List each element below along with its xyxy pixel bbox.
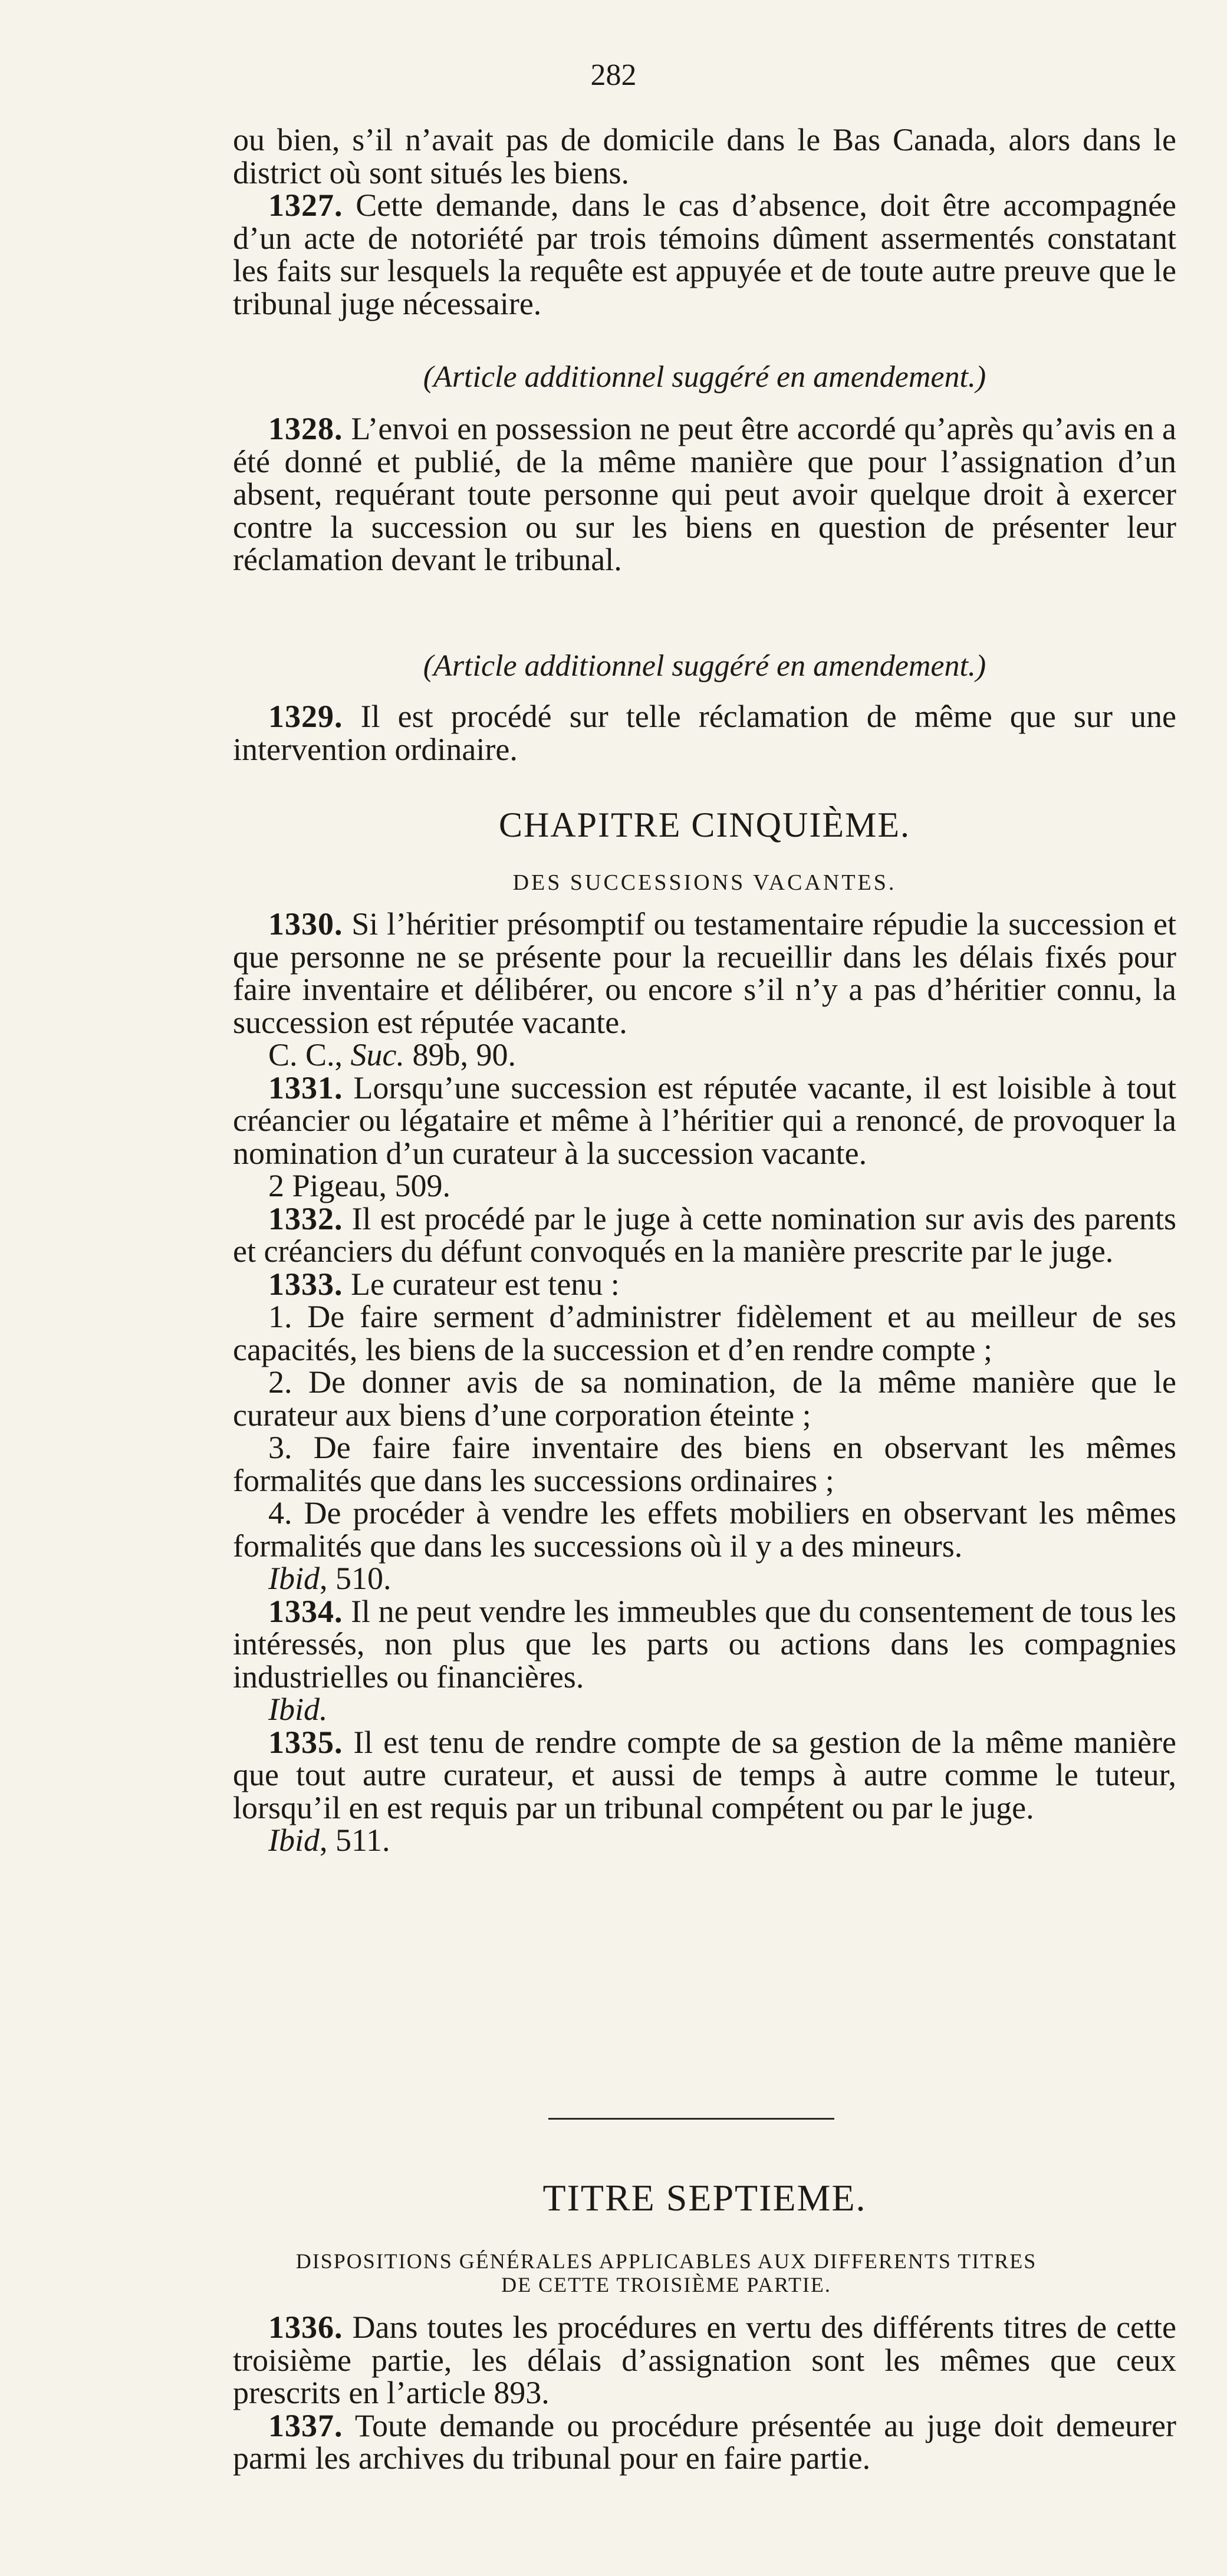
article-1337 (233, 2407, 1176, 2476)
titre-heading (233, 2177, 1176, 2219)
list-item: 2. De donner avis de sa nomination, de la même manière que le curateur aux biens d’une corporation éteinte ; (233, 1364, 1176, 1433)
titre-body (233, 2311, 1176, 2475)
amendment-note: (Article additionnel suggéré en amendement.) (423, 360, 986, 394)
chapter-subtitle: DES SUCCESSIONS VACANTES. (512, 870, 897, 895)
article-number: 1327. (268, 187, 343, 223)
article-text: Le curateur est tenu : (343, 1266, 620, 1302)
reference-1331: 2 Pigeau, 509. (268, 1168, 450, 1203)
chapter-body (233, 908, 1176, 1857)
article-text: Dans toutes les procédures en vertu des différents titres de cette troisième partie, les délais d’assignation sont les mêmes que ceux prescrits en l’article 893. (233, 2309, 1176, 2410)
amendment-note: (Article additionnel suggéré en amendement.) (423, 649, 986, 683)
article-number: 1335. (268, 1724, 343, 1760)
article-1331 (233, 1072, 1176, 1170)
article-number: 1333. (268, 1266, 343, 1302)
article-1334 (233, 1595, 1176, 1694)
article-1328 (233, 413, 1176, 577)
article-text: Il ne peut vendre les immeubles que du consentement de tous les intéressés, non plus que les parts ou actions dans les compagnies industrielles ou financières. (233, 1593, 1176, 1695)
article-text: Lorsqu’une succession est réputée vacante, il est loisible à tout créancier ou légataire et même à l’héritier qui a renoncé, de provoquer la nomination d’un curateur à la succession vacante. (233, 1070, 1176, 1171)
article-1333 (233, 1268, 1176, 1301)
section-1328 (233, 413, 1176, 577)
article-text: Toute demande ou procédure présentée au juge doit demeurer parmi les archives du tribunal pour en faire partie. (233, 2407, 1176, 2476)
list-item: 4. De procéder à vendre les effets mobiliers en observant les mêmes formalités que dans les successions où il y a des mineurs. (233, 1495, 1176, 1564)
section-divider (548, 2118, 834, 2120)
article-number: 1329. (268, 699, 343, 734)
article-text: Cette demande, dans le cas d’absence, doit être accompagnée d’un acte de notoriété par trois témoins dûment assermentés constatant les faits sur lesquels la requête est appuyée et de toute autre preuve que le tribunal juge nécessaire. (233, 187, 1176, 321)
chapter-subheading (233, 867, 1176, 900)
reference-1333: Ibid, 510. (268, 1561, 392, 1596)
continued-paragraph: ou bien, s’il n’avait pas de domicile dans le Bas Canada, alors dans le district où sont situés les biens. (233, 122, 1176, 190)
chapter-title: CHAPITRE CINQUIÈME. (499, 805, 910, 844)
note-block-2 (233, 649, 1176, 684)
article-text: L’envoi en possession ne peut être accordé qu’après qu’avis en a été donné et publié, de la même manière que pour l’assignation d’un absent, requérant toute personne qui peut avoir quelque droit à exercer contre la succession ou sur les biens en question de présenter leur réclamation devant le tribunal. (233, 411, 1176, 577)
article-text: Il est procédé sur telle réclamation de même que sur une intervention ordinaire. (233, 699, 1176, 767)
article-number: 1334. (268, 1593, 343, 1629)
list-item: 1. De faire serment d’administrer fidèlement et au meilleur de ses capacités, les biens de la succession et d’en rendre compte ; (233, 1299, 1176, 1367)
chapter-heading (233, 805, 1176, 844)
section-1327 (233, 124, 1176, 320)
article-number: 1331. (268, 1070, 343, 1106)
list-item: 3. De faire faire inventaire des biens en observant les mêmes formalités que dans les successions ordinaires ; (233, 1430, 1176, 1498)
article-1327 (233, 189, 1176, 320)
titre-title: TITRE SEPTIEME. (542, 2177, 867, 2219)
article-text: Si l’héritier présomptif ou testamentaire répudie la succession et que personne ne se présente pour la recueillir dans les délais fixés pour faire inventaire et délibérer, ou encore s’il n’y a pas d’héritier connu, la succession est réputée vacante. (233, 906, 1176, 1040)
note-block-1 (233, 360, 1176, 395)
reference-1330: C. C., Suc. 89b, 90. (268, 1037, 517, 1072)
article-number: 1332. (268, 1200, 343, 1236)
titre-subheading (283, 2249, 1050, 2297)
article-number: 1330. (268, 906, 343, 942)
reference-1335: Ibid, 511. (268, 1822, 390, 1858)
article-1329 (233, 700, 1176, 766)
article-1335 (233, 1726, 1176, 1825)
page-number: 282 (590, 58, 637, 92)
article-text: Il est procédé par le juge à cette nomination sur avis des parents et créanciers du défunt convoqués en la manière prescrite par le juge. (233, 1200, 1176, 1269)
article-1332 (233, 1200, 1176, 1269)
article-number: 1337. (268, 2407, 343, 2443)
article-text: Il est tenu de rendre compte de sa gestion de la même manière que tout autre curateur, et aussi de temps à autre comme le tuteur, lorsqu’il en est requis par un tribunal compétent ou par le juge. (233, 1724, 1176, 1825)
dispositions-heading: DISPOSITIONS GÉNÉRALES APPLICABLES AUX DIFFERENTS TITRES DE CETTE TROISIÈME PARTIE. (295, 2249, 1037, 2297)
article-1336 (233, 2311, 1176, 2410)
article-number: 1336. (268, 2309, 343, 2345)
article-number: 1328. (268, 411, 343, 446)
reference-1334: Ibid. (268, 1692, 328, 1727)
article-1330 (233, 908, 1176, 1039)
section-1329 (233, 700, 1176, 766)
